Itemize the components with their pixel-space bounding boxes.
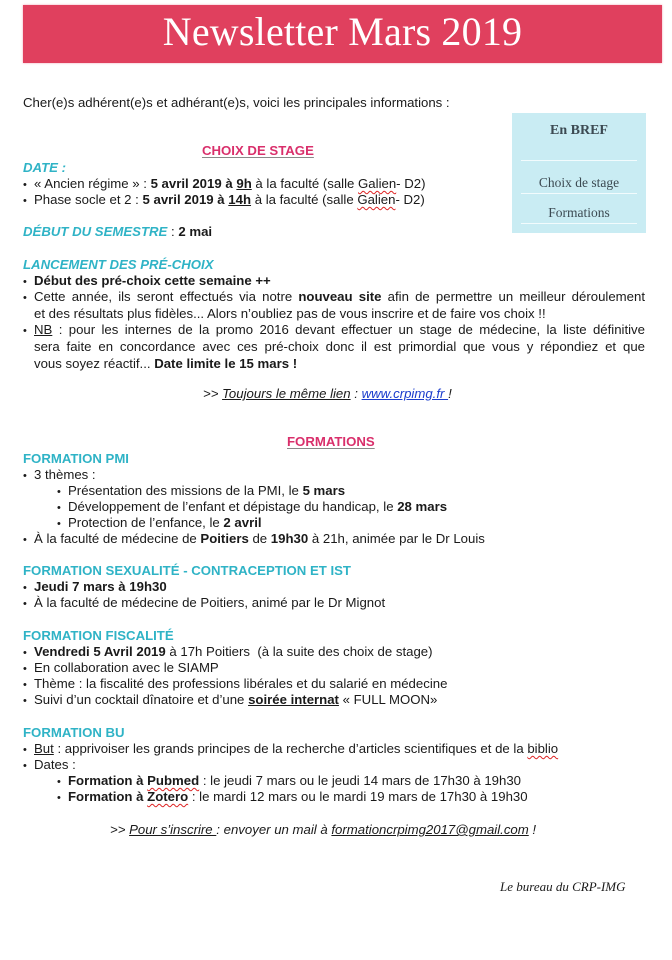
list-item: • Thème : la fiscalité des professions libérales et du salarié en médecine bbox=[23, 676, 447, 693]
list-item: • 3 thèmes : bbox=[23, 467, 96, 484]
bullet-icon: • bbox=[23, 647, 27, 659]
list-item: • Formation à Zotero : le mardi 12 mars ou le mardi 19 mars de 17h30 à 19h30 bbox=[57, 789, 528, 806]
newsletter-header bbox=[23, 5, 662, 63]
list-item: • À la faculté de médecine de Poitiers de 19h30 à 21h, animée par le Dr Louis bbox=[23, 531, 485, 548]
divider bbox=[521, 223, 637, 224]
bullet-icon: • bbox=[23, 663, 27, 675]
list-item: • « Ancien régime » : 5 avril 2019 à 9h à la faculté (salle Galien- D2) bbox=[23, 176, 425, 193]
list-item: • Formation à Pubmed : le jeudi 7 mars ou le jeudi 14 mars de 17h30 à 19h30 bbox=[57, 773, 521, 790]
list-item: • Jeudi 7 mars à 19h30 bbox=[23, 579, 167, 596]
bullet-icon: • bbox=[23, 695, 27, 707]
bullet-icon: • bbox=[23, 325, 27, 337]
list-item: • Vendredi 5 Avril 2019 à 17h Poitiers (à la suite des choix de stage) bbox=[23, 644, 433, 661]
lancement-heading: LANCEMENT DES PRÉ-CHOIX bbox=[23, 257, 214, 272]
list-item: • Cette année, ils seront effectués via notre nouveau site afin de permettre un meilleur déroulement et des résultats plus fidèles... Alors n’oubliez pas de vous inscrire et de faire vos choix !! bbox=[23, 289, 645, 322]
section-title-formations: FORMATIONS bbox=[287, 434, 375, 449]
en-bref-box bbox=[512, 113, 646, 233]
bref-item-choix-de-stage[interactable]: Choix de stage bbox=[538, 175, 620, 190]
list-item: • Protection de l’enfance, le 2 avril bbox=[57, 515, 262, 532]
bullet-icon: • bbox=[57, 776, 61, 788]
list-item: • Début des pré-choix cette semaine ++ bbox=[23, 273, 271, 290]
bullet-icon: • bbox=[57, 792, 61, 804]
bullet-icon: • bbox=[23, 598, 27, 610]
divider bbox=[521, 160, 637, 161]
en-bref-title: En BREF bbox=[550, 123, 608, 138]
newsletter-title: Newsletter Mars 2019 bbox=[162, 9, 523, 54]
list-item: • But : apprivoiser les grands principes de la recherche d’articles scientifiques et de la biblio bbox=[23, 741, 558, 758]
bullet-icon: • bbox=[23, 470, 27, 482]
bullet-icon: • bbox=[57, 486, 61, 498]
bref-item-formations[interactable]: Formations bbox=[548, 205, 610, 220]
bullet-icon: • bbox=[23, 534, 27, 546]
date-label: DATE bbox=[23, 160, 58, 175]
bullet-icon: • bbox=[23, 760, 27, 772]
bullet-icon: • bbox=[23, 179, 27, 191]
debut-semestre: DÉBUT DU SEMESTRE : 2 mai bbox=[23, 224, 213, 239]
bullet-icon: • bbox=[23, 679, 27, 691]
list-item: • En collaboration avec le SIAMP bbox=[23, 660, 219, 677]
bullet-icon: • bbox=[23, 292, 27, 304]
crpimg-link[interactable]: www.crpimg.fr bbox=[361, 386, 449, 401]
section-title-choix-de-stage: CHOIX DE STAGE bbox=[202, 143, 314, 158]
list-item: • Présentation des missions de la PMI, le 5 mars bbox=[57, 483, 345, 500]
bullet-icon: • bbox=[57, 502, 61, 514]
bullet-icon: • bbox=[23, 582, 27, 594]
date-heading bbox=[23, 160, 66, 176]
formation-bu-heading: FORMATION BU bbox=[23, 725, 125, 740]
signature: Le bureau du CRP-IMG bbox=[500, 879, 626, 894]
bullet-icon: • bbox=[23, 744, 27, 756]
email-link[interactable]: formationcrpimg2017@gmail.com bbox=[331, 822, 529, 837]
bullet-icon: • bbox=[23, 276, 27, 288]
intro-text: Cher(e)s adhérent(e)s et adhérant(e)s, voici les principales informations : bbox=[23, 95, 450, 110]
inscription-line: >> Pour s’inscrire : envoyer un mail à formationcrpimg2017@gmail.com ! bbox=[110, 822, 537, 837]
formation-sexualite-heading: FORMATION SEXUALITÉ - CONTRACEPTION ET IST bbox=[23, 563, 351, 578]
list-item: • Phase socle et 2 : 5 avril 2019 à 14h à la faculté (salle Galien- D2) bbox=[23, 192, 425, 209]
list-item: • Développement de l’enfant et dépistage du handicap, le 28 mars bbox=[57, 499, 447, 516]
divider bbox=[521, 193, 637, 194]
formation-fiscalite-heading: FORMATION FISCALITÉ bbox=[23, 628, 174, 643]
list-item-nb: • NB : pour les internes de la promo 2016 devant effectuer un stage de médecine, la liste définitive sera faite en concordance avec ces pré-choix donc il est primordial que vous y répondiez et que vous soyez réactif... Date limite le 15 mars ! bbox=[23, 322, 645, 371]
list-item: • Suivi d’un cocktail dînatoire et d’une soirée internat « FULL MOON» bbox=[23, 692, 437, 709]
bullet-icon: • bbox=[57, 518, 61, 530]
toujours-lien: >> Toujours le même lien : www.crpimg.fr ! bbox=[203, 386, 452, 401]
date-colon: : bbox=[57, 160, 66, 175]
bullet-icon: • bbox=[23, 195, 27, 207]
list-item: • À la faculté de médecine de Poitiers, animé par le Dr Mignot bbox=[23, 595, 385, 612]
formation-pmi-heading: FORMATION PMI bbox=[23, 451, 129, 466]
list-item: • Dates : bbox=[23, 757, 76, 774]
